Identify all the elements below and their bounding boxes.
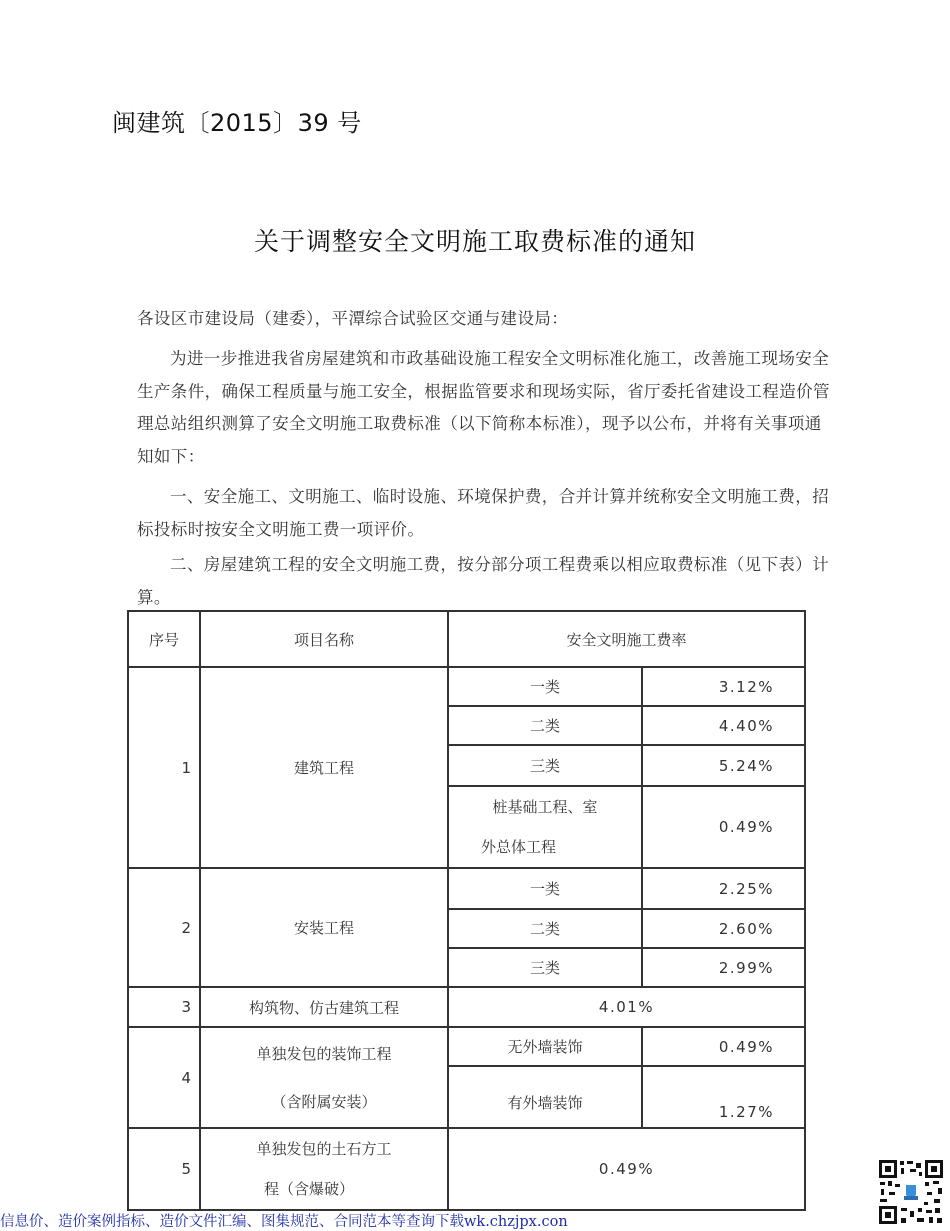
row-category-line1: 桩基础工程、室 [492, 798, 598, 816]
document-number: 闽建筑〔2015〕39 号 [112, 109, 362, 137]
row-name [200, 1027, 448, 1128]
row-name: 建筑工程 [200, 667, 448, 868]
table-row [128, 1128, 805, 1210]
table-row [128, 868, 805, 909]
paragraph-item-2: 二、房屋建筑工程的安全文明施工费，按分部分项工程费乘以相应取费标准（见下表）计算。 [137, 555, 830, 607]
row-rate: 2.25% [642, 868, 805, 909]
header-rate: 安全文明施工费率 [448, 611, 805, 667]
row-seq: 2 [128, 868, 200, 987]
table-row [128, 667, 805, 706]
row-category: 三类 [448, 745, 642, 786]
row-rate: 3.12% [642, 667, 805, 706]
paragraph-intro: 为进一步推进我省房屋建筑和市政基础设施工程安全文明标准化施工，改善施工现场安全生产条件，确保工程质量与施工安全，根据监管要求和现场实际，省厅委托省建设工程造价管理总站组织测算了安全文明施工取费标准（以下简称本标准），现予以公布，并将有关事项通知如下： [137, 349, 830, 466]
row-category: 二类 [448, 706, 642, 745]
fee-rate-table [127, 610, 806, 1211]
row-rate: 1.27% [642, 1066, 805, 1128]
row-category: 无外墙装饰 [448, 1027, 642, 1066]
row-rate: 4.40% [642, 706, 805, 745]
row-category: 有外墙装饰 [448, 1066, 642, 1128]
row-category: 二类 [448, 909, 642, 948]
row-category [448, 786, 642, 868]
row-seq: 1 [128, 667, 200, 868]
salutation: 各设区市建设局（建委），平潭综合试验区交通与建设局： [137, 309, 569, 328]
row-rate: 2.60% [642, 909, 805, 948]
row-seq: 4 [128, 1027, 200, 1128]
row-rate: 5.24% [642, 745, 805, 786]
row-rate: 2.99% [642, 948, 805, 987]
row-rate: 0.49% [448, 1128, 805, 1210]
row-rate: 0.49% [642, 786, 805, 868]
row-name [200, 1128, 448, 1210]
row-category: 三类 [448, 948, 642, 987]
table-row [128, 987, 805, 1027]
row-name: 构筑物、仿古建筑工程 [200, 987, 448, 1027]
row-name-line2: 程（含爆破） [264, 1180, 355, 1198]
document-title: 关于调整安全文明施工取费标准的通知 [253, 227, 696, 256]
row-category: 一类 [448, 667, 642, 706]
row-seq: 5 [128, 1128, 200, 1210]
row-category-line2: 外总体工程 [481, 838, 557, 856]
row-name-line2: （含附属安装） [271, 1092, 377, 1111]
row-seq: 3 [128, 987, 200, 1027]
row-name-line1: 单独发包的装饰工程 [256, 1044, 392, 1063]
header-name: 项目名称 [200, 611, 448, 667]
row-name-line1: 单独发包的土石方工 [256, 1140, 392, 1158]
row-rate: 4.01% [448, 987, 805, 1027]
row-category: 一类 [448, 868, 642, 909]
qr-code-icon [877, 1158, 945, 1226]
row-rate: 0.49% [642, 1027, 805, 1066]
table-header-row [128, 611, 805, 667]
table-row [128, 1027, 805, 1066]
paragraph-item-1: 一、安全施工、文明施工、临时设施、环境保护费，合并计算并统称安全文明施工费，招标投标时按安全文明施工费一项评价。 [137, 487, 830, 539]
footer-download-link[interactable]: 信息价、造价案例指标、造价文件汇编、图集规范、合同范本等查询下载wk.chzjpx.con [0, 1214, 568, 1230]
row-name: 安装工程 [200, 868, 448, 987]
header-seq: 序号 [128, 611, 200, 667]
